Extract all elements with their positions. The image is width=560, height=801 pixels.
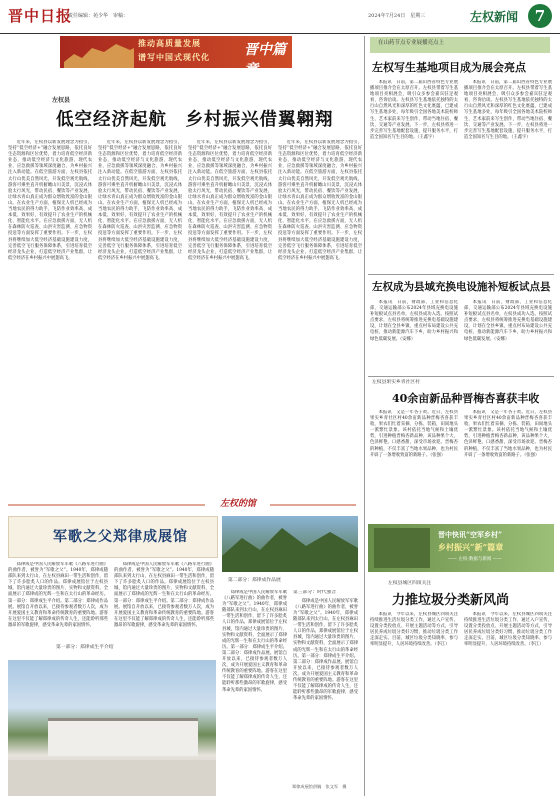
column-text-cont: 郑律成是中国人民解放军军歌《八路军进行曲》的曲作者，被誉为“军歌之父”。1940年，郑律成随部队来到太行山，在左权县麻田一带生活和创作，留下了许多脍炙人口的作品。郑律成展馆位于左权县城，馆内通过大量珍贵的图片、实物和文献资料，全面展示了郑律成的光辉一生和在太行山的革命经历。第一部分：郑律成生平介绍。第二部分：郑律成作品展。展馆自开放以来，已接待参观者数万人次，成为开展爱国主义教育和革命传统教育的重要阵地。游客在这里不仅能了解郑律成的传奇人生，还能聆听那些激昂的军歌旋律，感受革命先辈的家国情怀。 <box>114 562 214 628</box>
rt-column-2 <box>464 80 552 270</box>
right-mid2-body <box>370 410 552 520</box>
right-bottom-kicker: 左权县城区四项关注 <box>388 581 432 586</box>
column-title: 左权的馆 <box>220 499 257 509</box>
column-sub-2: 第二部分：郑律成作品展 <box>228 578 281 583</box>
promo-photo <box>374 528 430 568</box>
rt-text-cont: 本报讯 日前，第二届山西省特色专业展播项目推介会在太原召开。左权县带着写生基地项目亮相展会，吸引众多参会嘉宾驻足观看、咨询洽谈。左权县写生基地依托独特的太行山自然风光和深厚的红色文化底蕴，已建成写生基地多处，每年吸引全国各地美术院校师生、艺术家前来写生创作，带动当地住宿、餐饮、交通等产业发展。下一步，左权县将进一步完善写生基地配套设施，提升服务水平，打造全国知名写生目的地。（王鑫宇） <box>464 80 552 140</box>
promo-banner <box>368 524 554 572</box>
banner-slogan: 晋中篇章 <box>244 42 286 78</box>
right-top-body <box>370 80 552 270</box>
col-top-1 <box>8 562 108 642</box>
right-bottom-body <box>370 612 552 794</box>
mountain-graphic <box>222 516 358 572</box>
rb-text: 本报讯 今年以来，左权县城区四项关注持续推进生活垃圾分类工作，通过入户宣传、设置分类投放点、开展主题活动等方式，引导居民养成垃圾分类好习惯，推动垃圾分类工作走深走实。目前，城区垃圾分类知晓率、参与率明显提升，人居环境持续改善。（李江） <box>370 612 458 648</box>
column-sub-3: 第三部分：时代强音 <box>293 590 337 595</box>
col-right-2 <box>293 590 358 796</box>
lead-column-3 <box>188 140 272 492</box>
section-title: 左权新闻 <box>470 10 519 24</box>
rm2-column-1 <box>370 410 458 520</box>
column-body-top <box>8 562 216 642</box>
lead-article-body <box>8 140 364 492</box>
column-text: 郑律成是中国人民解放军军歌《八路军进行曲》的曲作者，被誉为“军歌之父”。1940年，郑律成随部队来到太行山，在左权县麻田一带生活和创作，留下了许多脍炙人口的作品。郑律成展馆位于左权县城，馆内通过大量珍贵的图片、实物和文献资料，全面展示了郑律成的光辉一生和在太行山的革命经历。第一部分：郑律成生平介绍。第二部分：郑律成作品展。展馆自开放以来，已接待参观者数万人次，成为开展爱国主义教育和革命传统教育的重要阵地。游客在这里不仅能了解郑律成的传奇人生，还能聆听那些激昂的军歌旋律，感受革命先辈的家国情怀。 <box>8 562 108 628</box>
right-mid2-headline: 40余亩新品种晋梅杏喜获丰收 <box>392 392 540 405</box>
museum-photo <box>8 660 216 796</box>
column-body-right <box>222 590 358 796</box>
right-top-kicker: 在山药节点专业展播亮点上 <box>378 40 445 46</box>
museum-building <box>48 718 198 756</box>
right-mid-body <box>370 300 552 372</box>
promo-line-3: —— 左权·数据与新闻 —— <box>448 557 502 562</box>
lead-text: 近年来，左权县以新发展理念为指引，坚持“低空经济+”融合发展思路，依托良好生态资源和区位优势，着力培育低空经济新业态，推动低空经济与文化旅游、现代农业、应急救援等领域深度融合，为乡村振兴注入新动能。在低空旅游方面，左权县依托太行山优美自然风光，开发低空观光航线，游客可乘坐直升机俯瞰山川美景，沉浸式体验太行风光，带动民宿、餐饮等产业发展，让绿水青山真正成为群众增收致富的金山银山。在农业生产方面，植保无人机已经成为当地农民的得力助手，飞防作业效率高、成本低、效果好，有效提升了农业生产的机械化、智能化水平。在应急救援方面，无人机在森林防火巡查、山洪灾害监测、应急物资投送等方面发挥了重要作用。下一步，左权县将继续加大低空经济基础设施建设力度，完善低空飞行服务保障体系，引进培育低空经济龙头企业，打造低空经济产业集群，让低空经济在乡村振兴中展翅高飞。 <box>8 140 92 261</box>
rm-column-2 <box>464 300 552 372</box>
lead-text-cont: 近年来，左权县以新发展理念为指引，坚持“低空经济+”融合发展思路，依托良好生态资源和区位优势，着力培育低空经济新业态，推动低空经济与文化旅游、现代农业、应急救援等领域深度融合，为乡村振兴注入新动能。在低空旅游方面，左权县依托太行山优美自然风光，开发低空观光航线，游客可乘坐直升机俯瞰山川美景，沉浸式体验太行风光，带动民宿、餐饮等产业发展，让绿水青山真正成为群众增收致富的金山银山。在农业生产方面，植保无人机已经成为当地农民的得力助手，飞防作业效率高、成本低、效果好，有效提升了农业生产的机械化、智能化水平。在应急救援方面，无人机在森林防火巡查、山洪灾害监测、应急物资投送等方面发挥了重要作用。下一步，左权县将继续加大低空经济基础设施建设力度，完善低空飞行服务保障体系，引进培育低空经济龙头企业，打造低空经济产业集群，让低空经济在乡村振兴中展翅高飞。 <box>188 140 272 261</box>
col-top-2 <box>114 562 214 642</box>
column-text-right-cont: 郑律成是中国人民解放军军歌《八路军进行曲》的曲作者，被誉为“军歌之父”。1940年，郑律成随部队来到太行山，在左权县麻田一带生活和创作，留下了许多脍炙人口的作品。郑律成展馆位于左权县城，馆内通过大量珍贵的图片、实物和文献资料，全面展示了郑律成的光辉一生和在太行山的革命经历。第一部分：郑律成生平介绍。第二部分：郑律成作品展。展馆自开放以来，已接待参观者数万人次，成为开展爱国主义教育和革命传统教育的重要阵地。游客在这里不仅能了解郑律成的传奇人生，还能聆听那些激昂的军歌旋律，感受革命先辈的家国情怀。 <box>293 598 358 702</box>
rm-divider <box>368 376 554 377</box>
masthead <box>0 0 560 34</box>
page-divider <box>364 36 365 796</box>
banner-line-1: 推动高质量发展 <box>138 38 201 48</box>
lead-column-4 <box>278 140 362 492</box>
museum-plaza <box>8 760 216 796</box>
rt-column-1 <box>370 80 458 270</box>
page-number: 7 <box>528 4 552 28</box>
rb-column-2 <box>464 612 552 794</box>
lead-headline: 低空经济起航 乡村振兴借翼翱翔 <box>56 110 334 130</box>
rm2-column-2 <box>464 410 552 520</box>
column-author: 郑律成展馆供稿 张文军 摄 <box>292 784 347 789</box>
theme-banner <box>60 36 292 78</box>
column-bar-ornament <box>0 498 362 512</box>
rm-text-cont: 本报讯 日前，财政部、工业和信息化部、交通运输部公布2024年县域充换电设施补短板试点县名单，左权县成功入选。按照试点要求，左权县将统筹推进充换电基础设施建设，计划在全县乡镇、重点村布局建设公共充电桩，推动新能源汽车下乡，助力乡村振兴和绿色低碳发展。（安娜） <box>464 300 552 342</box>
rm-text: 本报讯 日前，财政部、工业和信息化部、交通运输部公布2024年县域充换电设施补短板试点县名单，左权县成功入选。按照试点要求，左权县将统筹推进充换电基础设施建设，计划在全县乡镇、重点村布局建设公共充电桩，推动新能源汽车下乡，助力乡村振兴和绿色低碳发展。（安娜） <box>370 300 458 342</box>
rm2-text: 本报讯 又是一年杏子黄。近日，左权县果实乡青社区村40余亩新品种晋梅杏喜获丰收，果农们忙着采摘、分拣、装箱，田间地头一派繁忙景象。该村依托当地气候和土壤优势，引进种植晋梅杏新品种，该品种果个大、色泽鲜艳、口感香甜，深受市场欢迎。晋梅杏的种植，不仅丰富了当地水果品种，也为村民开辟了一条增收致富的新路子。（张强） <box>370 410 458 458</box>
banner-line-2: 谱写中国式现代化 <box>138 52 210 62</box>
right-mid2-kicker: 左权县果实乡青社区村 <box>372 380 420 385</box>
lead-column-1 <box>8 140 92 492</box>
column-section-bar <box>0 498 362 512</box>
column-text-right: 郑律成是中国人民解放军军歌《八路军进行曲》的曲作者，被誉为“军歌之父”。1940年，郑律成随部队来到太行山，在左权县麻田一带生活和创作，留下了许多脍炙人口的作品。郑律成展馆位于左权县城，馆内通过大量珍贵的图片、实物和文献资料，全面展示了郑律成的光辉一生和在太行山的革命经历。第一部分：郑律成生平介绍。第二部分：郑律成作品展。展馆自开放以来，已接待参观者数万人次，成为开展爱国主义教育和革命传统教育的重要阵地。游客在这里不仅能了解郑律成的传奇人生，还能聆听那些激昂的军歌旋律，感受革命先辈的家国情怀。 <box>222 590 287 693</box>
column-sub-1: 第一部分：郑律成生平介绍 <box>56 645 114 650</box>
newspaper-logo: 晋中日报 <box>8 7 73 25</box>
right-mid-headline: 左权成为县域充换电设施补短板试点县 <box>372 281 551 293</box>
issue-date: 2024年7月24日 星期三 <box>368 13 426 19</box>
rm2-text-cont: 本报讯 又是一年杏子黄。近日，左权县果实乡青社区村40余亩新品种晋梅杏喜获丰收，果农们忙着采摘、分拣、装箱，田间地头一派繁忙景象。该村依托当地气候和土壤优势，引进种植晋梅杏新品种，该品种果个大、色泽鲜艳、口感香甜，深受市场欢迎。晋梅杏的种植，不仅丰富了当地水果品种，也为村民开辟了一条增收致富的新路子。（张强） <box>464 410 552 458</box>
rm-column-1 <box>370 300 458 372</box>
lead-text-cont: 近年来，左权县以新发展理念为指引，坚持“低空经济+”融合发展思路，依托良好生态资源和区位优势，着力培育低空经济新业态，推动低空经济与文化旅游、现代农业、应急救援等领域深度融合，为乡村振兴注入新动能。在低空旅游方面，左权县依托太行山优美自然风光，开发低空观光航线，游客可乘坐直升机俯瞰山川美景，沉浸式体验太行风光，带动民宿、餐饮等产业发展，让绿水青山真正成为群众增收致富的金山银山。在农业生产方面，植保无人机已经成为当地农民的得力助手，飞防作业效率高、成本低、效果好，有效提升了农业生产的机械化、智能化水平。在应急救援方面，无人机在森林防火巡查、山洪灾害监测、应急物资投送等方面发挥了重要作用。下一步，左权县将继续加大低空经济基础设施建设力度，完善低空飞行服务保障体系，引进培育低空经济龙头企业，打造低空经济产业集群，让低空经济在乡村振兴中展翅高飞。 <box>278 140 362 261</box>
column-headline: 军歌之父郑律成展馆 <box>53 529 188 545</box>
lead-text-cont: 近年来，左权县以新发展理念为指引，坚持“低空经济+”融合发展思路，依托良好生态资源和区位优势，着力培育低空经济新业态，推动低空经济与文化旅游、现代农业、应急救援等领域深度融合，为乡村振兴注入新动能。在低空旅游方面，左权县依托太行山优美自然风光，开发低空观光航线，游客可乘坐直升机俯瞰山川美景，沉浸式体验太行风光，带动民宿、餐饮等产业发展，让绿水青山真正成为群众增收致富的金山银山。在农业生产方面，植保无人机已经成为当地农民的得力助手，飞防作业效率高、成本低、效果好，有效提升了农业生产的机械化、智能化水平。在应急救援方面，无人机在森林防火巡查、山洪灾害监测、应急物资投送等方面发挥了重要作用。下一步，左权县将继续加大低空经济基础设施建设力度，完善低空飞行服务保障体系，引进培育低空经济龙头企业，打造低空经济产业集群，让低空经济在乡村振兴中展翅高飞。 <box>98 140 182 261</box>
right-top-headline: 左权写生基地项目成为展会亮点 <box>372 61 526 74</box>
great-wall-graphic <box>64 36 134 68</box>
right-bottom-headline: 力推垃圾分类新风尚 <box>392 593 510 608</box>
rt-divider <box>368 274 554 275</box>
promo-line-2: 乡村振兴“新”篇章 <box>438 542 504 552</box>
promo-line-1: 晋中快讯“空军乡村” <box>438 530 503 539</box>
rb-text-cont: 本报讯 今年以来，左权县城区四项关注持续推进生活垃圾分类工作，通过入户宣传、设置分类投放点、开展主题活动等方式，引导居民养成垃圾分类好习惯，推动垃圾分类工作走深走实。目前，城区垃圾分类知晓率、参与率明显提升，人居环境持续改善。（李江） <box>464 612 552 648</box>
lead-column-2 <box>98 140 182 492</box>
rb-column-1 <box>370 612 458 794</box>
col-right-1 <box>222 590 287 796</box>
editor-line: 责任编辑：苑少华 审稿： <box>68 13 129 19</box>
mountain-photo <box>222 516 358 572</box>
column-headline-frame <box>8 516 218 558</box>
rt-text: 本报讯 日前，第二届山西省特色专业展播项目推介会在太原召开。左权县带着写生基地项目亮相展会，吸引众多参会嘉宾驻足观看、咨询洽谈。左权县写生基地依托独特的太行山自然风光和深厚的红色文化底蕴，已建成写生基地多处，每年吸引全国各地美术院校师生、艺术家前来写生创作，带动当地住宿、餐饮、交通等产业发展。下一步，左权县将进一步完善写生基地配套设施，提升服务水平，打造全国知名写生目的地。（王鑫宇） <box>370 80 458 140</box>
lead-kicker: 左权县 <box>52 97 71 104</box>
